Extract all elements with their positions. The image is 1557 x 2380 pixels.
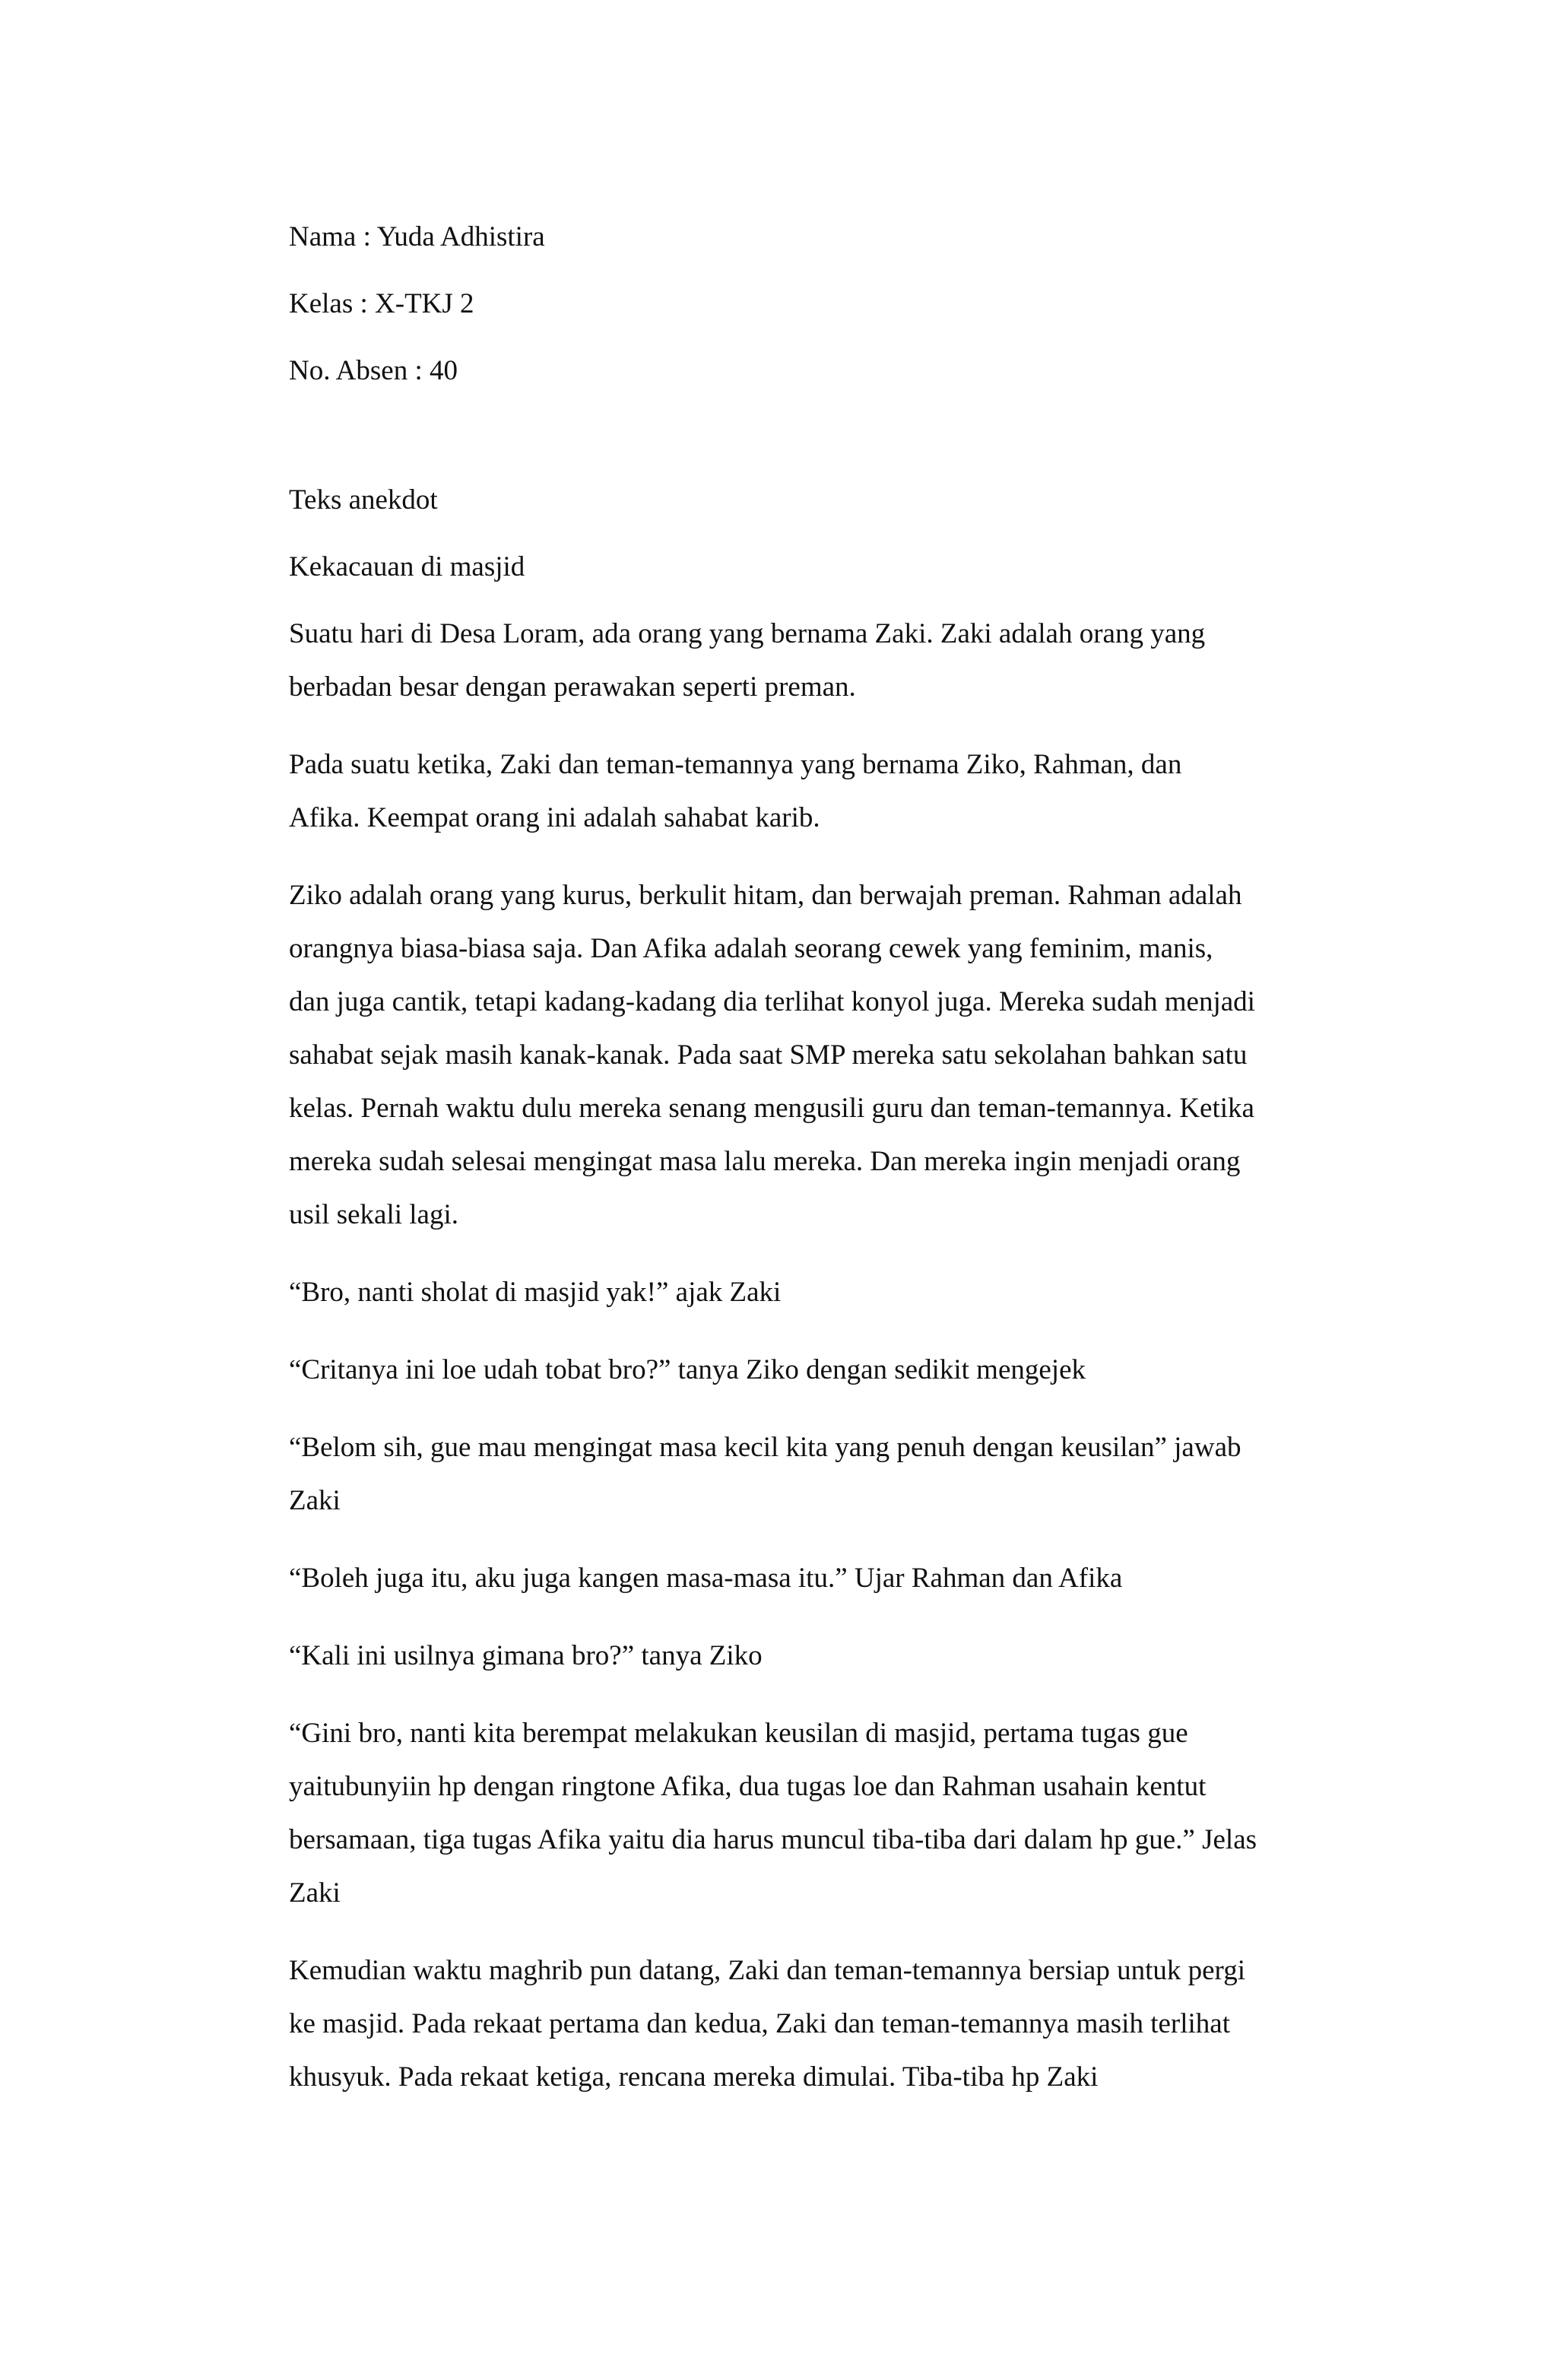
paragraph-line: Zaki [289, 1877, 341, 1909]
student-class: Kelas : X-TKJ 2 [289, 288, 474, 319]
story-paragraph [289, 1266, 1368, 1319]
paragraph-line: Ziko adalah orang yang kurus, berkulit hitam, dan berwajah preman. Rahman adalah [289, 880, 1242, 911]
story-title: Kekacauan di masjid [289, 551, 525, 582]
story-paragraph [289, 1421, 1368, 1528]
paragraph-line: “Kali ini usilnya gimana bro?” tanya Ziko [289, 1640, 763, 1671]
story-paragraph [289, 738, 1368, 845]
paragraph-line: usil sekali lagi. [289, 1199, 458, 1230]
story-paragraph [289, 608, 1368, 714]
paragraph-line: “Belom sih, gue mau mengingat masa kecil kita yang penuh dengan keusilan” jawab [289, 1432, 1241, 1463]
paragraph-line: yaitubunyiin hp dengan ringtone Afika, dua tugas loe dan Rahman usahain kentut [289, 1771, 1207, 1802]
document-body [289, 211, 1368, 2104]
story-paragraph [289, 1707, 1368, 1920]
paragraph-line: dan juga cantik, tetapi kadang-kadang dia terlihat konyol juga. Mereka sudah menjadi [289, 986, 1255, 1017]
story-paragraph [289, 1630, 1368, 1683]
paragraph-line: “Critanya ini loe udah tobat bro?” tanya Ziko dengan sedikit mengejek [289, 1354, 1086, 1385]
paragraph-line: Suatu hari di Desa Loram, ada orang yang bernama Zaki. Zaki adalah orang yang [289, 618, 1206, 649]
paragraph-line: berbadan besar dengan perawakan seperti preman. [289, 671, 856, 703]
story-paragraph [289, 1944, 1368, 2104]
story-paragraph [289, 869, 1368, 1242]
paragraph-line: Kemudian waktu maghrib pun datang, Zaki dan teman-temannya bersiap untuk pergi [289, 1955, 1245, 1986]
document-type: Teks anekdot [289, 484, 438, 516]
paragraph-line: “Boleh juga itu, aku juga kangen masa-masa itu.” Ujar Rahman dan Afika [289, 1563, 1123, 1594]
student-name: Nama : Yuda Adhistira [289, 221, 545, 252]
story-paragraph [289, 1344, 1368, 1397]
paragraph-line: khusyuk. Pada rekaat ketiga, rencana mereka dimulai. Tiba-tiba hp Zaki [289, 2061, 1099, 2093]
paragraph-line: “Bro, nanti sholat di masjid yak!” ajak Zaki [289, 1277, 782, 1308]
paragraph-line: sahabat sejak masih kanak-kanak. Pada saat SMP mereka satu sekolahan bahkan satu [289, 1039, 1248, 1071]
paragraph-line: Afika. Keempat orang ini adalah sahabat karib. [289, 802, 820, 833]
story-paragraphs [289, 608, 1368, 2104]
paragraph-line: kelas. Pernah waktu dulu mereka senang mengusili guru dan teman-temannya. Ketika [289, 1093, 1254, 1124]
paragraph-line: ke masjid. Pada rekaat pertama dan kedua, Zaki dan teman-temannya masih terlihat [289, 2008, 1230, 2039]
student-absence-number: No. Absen : 40 [289, 355, 458, 386]
paragraph-line: Pada suatu ketika, Zaki dan teman-temannya yang bernama Ziko, Rahman, dan [289, 749, 1182, 780]
paragraph-line: mereka sudah selesai mengingat masa lalu mereka. Dan mereka ingin menjadi orang [289, 1146, 1241, 1177]
paragraph-line: “Gini bro, nanti kita berempat melakukan keusilan di masjid, pertama tugas gue [289, 1718, 1188, 1749]
paragraph-line: Zaki [289, 1485, 341, 1516]
story-paragraph [289, 1552, 1368, 1605]
paragraph-line: orangnya biasa-biasa saja. Dan Afika adalah seorang cewek yang feminim, manis, [289, 933, 1213, 964]
paragraph-line: bersamaan, tiga tugas Afika yaitu dia harus muncul tiba-tiba dari dalam hp gue.” Jelas [289, 1824, 1257, 1855]
